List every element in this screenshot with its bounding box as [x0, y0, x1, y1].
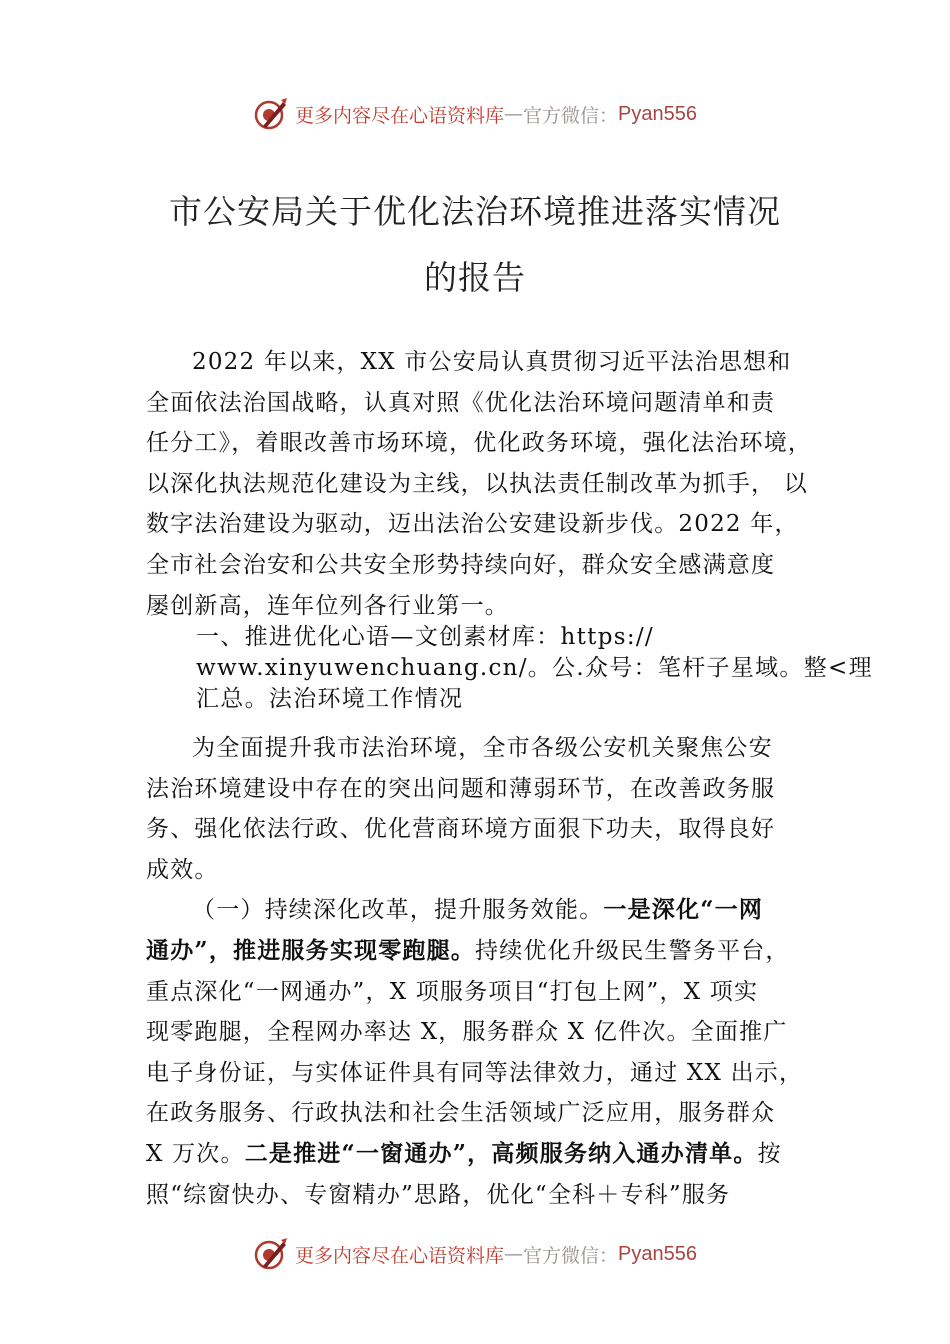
text-line: 为全面提升我市法治环境，全市各级公安机关聚焦公安 [192, 735, 773, 761]
text-line [146, 931, 816, 972]
section-heading-1 [196, 622, 873, 715]
watermark-gray-text: 官方微信： [523, 104, 619, 127]
watermark-gray-text: 官方微信： [523, 1244, 619, 1267]
bold-text: 二是推进“一窗通办”，高频服务纳入通办清单。 [244, 1139, 758, 1167]
text-line: 任分工》，着眼改善市场环境，优化政务环境，强化法治环境， [146, 430, 813, 457]
text-line: 2022 年以来，XX 市公安局认真贯彻习近平法治思想和 [192, 349, 792, 375]
text-line: 汇总。法治环境工作情况 [196, 686, 464, 712]
watermark-dash: — [504, 1243, 524, 1265]
watermark-red-text: 更多内容尽在心语资料库 [295, 104, 505, 127]
intro-paragraph [146, 342, 816, 626]
document-title-line1: 市公安局关于优化法治环境推进落实情况 [169, 192, 781, 231]
bold-text: 一是深化“一网 [603, 896, 764, 924]
text-line: 一、推进优化心语—文创素材库：https:// [196, 624, 654, 650]
watermark-wechat-id: Pyan556 [618, 102, 697, 125]
document-title-line2: 的报告 [424, 258, 526, 297]
quill-logo-icon [253, 96, 289, 132]
watermark-banner-bottom [0, 1234, 950, 1274]
text-line: 全市社会治安和公共安全形势持续向好，群众安全感满意度 [146, 551, 776, 578]
text-line: www.xinyuwenchuang.cn/。公.众号：笔杆子星域。整<理 [196, 655, 873, 681]
text-line: 全面依法治国战略，认真对照《优化法治环境问题清单和责 [146, 389, 776, 416]
text-line: 在政务服务、行政执法和社会生活领域广泛应用，服务群众 [146, 1100, 776, 1127]
watermark-banner-top [0, 94, 950, 134]
plain-text: 持续优化升级民生警务平台， [475, 937, 790, 964]
text-line: 照“综窗快办、专窗精办”思路，优化“全科＋专科”服务 [146, 1181, 731, 1208]
watermark-dash: — [504, 103, 524, 125]
text-line [146, 1134, 816, 1175]
text-line: 屡创新高，连年位列各行业第一。 [146, 592, 509, 619]
watermark-wechat-id: Pyan556 [618, 1242, 697, 1265]
text-line: 务、强化依法行政、优化营商环境方面狠下功夫，取得良好 [146, 816, 776, 843]
text-line: 成效。 [146, 856, 219, 883]
plain-text: 按 [757, 1140, 782, 1167]
plain-text: X 万次。 [146, 1140, 245, 1167]
text-line [146, 890, 816, 931]
watermark-red-text: 更多内容尽在心语资料库 [295, 1244, 505, 1267]
quill-logo-icon [253, 1236, 289, 1272]
subsection-heading: （一）持续深化改革，提升服务效能。 [192, 897, 604, 924]
text-line: 重点深化“一网通办”，X 项服务项目“打包上网”，X 项实 [146, 978, 759, 1005]
body-paragraphs [146, 728, 816, 1215]
text-line: 电子身份证，与实体证件具有同等法律效力，通过 XX 出示， [146, 1059, 804, 1086]
text-line: 数字法治建设为驱动，迈出法治公安建设新步伐。2022 年， [146, 511, 799, 538]
text-line: 法治环境建设中存在的突出问题和薄弱环节，在改善政务服 [146, 775, 776, 802]
text-line: 现零跑腿，全程网办率达 X，服务群众 X 亿件次。全面推广 [146, 1019, 788, 1046]
text-line: 以深化执法规范化建设为主线，以执法责任制改革为抓手， 以 [146, 470, 808, 497]
bold-text: 通办”，推进服务实现零跑腿。 [146, 936, 476, 964]
